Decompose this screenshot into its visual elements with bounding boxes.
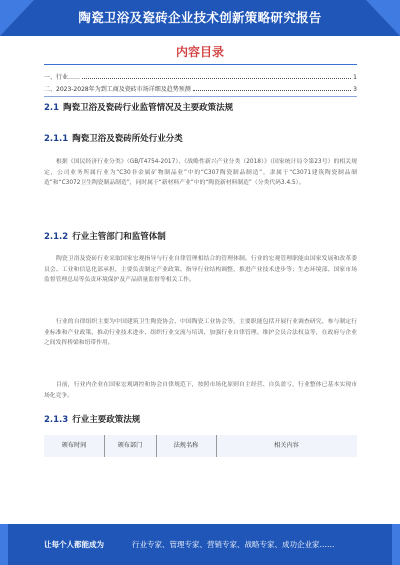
paragraph-market-status: 目前，行业内企业在国家宏观调控和协会自律规范下，按照市场化原则自主经营、自负盈亏，行业整体已基本实现市场化竞争。: [44, 382, 357, 399]
paragraph-industry-classification: 根据《国民经济行业分类》（GB/T4754-2017）、《战略性新兴产业分类（2018）》（国家统计局令第23号）的相关规定，公司业务所属行业为“C30非金属矿物制品业”中的“C307陶瓷制品制造”，隶属于“C3071建筑陶瓷制品制造”和“C3072卫生陶瓷制品制造”，同时属于“新材料产业”中的“陶瓷新材料制造”（分类代码3.4.5）。: [44, 159, 357, 186]
toc-entry-page: 1: [353, 74, 357, 81]
report-footer: [0, 524, 400, 565]
section-title: 陶瓷卫浴及瓷砖所处行业分类: [72, 134, 183, 144]
section-heading-2-1-3: [44, 413, 140, 425]
section-number: 2.1.2: [44, 232, 69, 242]
paragraph-regulatory-system: 陶瓷卫浴及瓷砖行业采取国家宏观指导与行业自律管理相结合的管理体制。行业的宏观管理职能由国家发展和改革委员会、工业和信息化部承担，主要负责制定产业政策、指导行业结构调整、推进产业技术进步等；生态环境部、国家市场监督管理总局等负责环境保护及产品质量监督等相关工作。: [44, 256, 357, 283]
column-header-department: 颁布部门: [117, 442, 143, 449]
column-header-content: 相关内容: [274, 442, 299, 449]
section-number: 2.1.3: [44, 415, 69, 425]
toc-entry-page: 3: [353, 86, 357, 93]
section-heading-2-1: [44, 101, 233, 113]
toc-heading: 内容目录: [175, 45, 224, 59]
column-header-regulation: 法规名称: [173, 442, 199, 449]
section-heading-2-1-1: [44, 132, 183, 144]
toc-divider: [44, 64, 357, 65]
report-header: [0, 0, 400, 36]
section-number: 2.1: [44, 103, 60, 113]
section-heading-2-1-2: [44, 230, 166, 242]
toc-entry-label: 一、行业……: [44, 74, 81, 81]
toc-leader: [82, 77, 351, 79]
section-number: 2.1.1: [44, 134, 69, 144]
footer-expert-list: 行业专家、管理专家、营销专家、战略专家、成功企业家……: [132, 540, 335, 549]
section-title: 陶瓷卫浴及瓷砖行业监管情况及主要政策法规: [63, 103, 234, 113]
column-header-date: 颁布时间: [61, 442, 87, 449]
section-title: 行业主管部门和监管体制: [72, 232, 166, 242]
section-title: 行业主要政策法规: [72, 415, 141, 425]
footer-slogan: 让每个人都能成为: [44, 540, 104, 549]
toc-entry-label: 二、2023-2028年为到工商及瓷砖市场详细及趋势预测: [44, 86, 191, 93]
footer-left-accent: [0, 524, 8, 565]
toc-entry[interactable]: [44, 72, 357, 81]
toc-leader: [193, 89, 351, 91]
paragraph-industry-association: 行业的自律组织主要为中国建筑卫生陶瓷协会、中国陶瓷工业协会等，主要职能包括开展行业调查研究、参与制定行业标准和产业政策、推动行业技术进步、组织行业交流与培训、加强行业自律管理、维护会员合法权益等，在政府与企业之间发挥桥梁和纽带作用。: [44, 319, 357, 346]
toc-entry[interactable]: [44, 84, 357, 93]
footer-right-accent: [392, 524, 400, 565]
toc-bottom-divider: [44, 96, 357, 97]
policy-table-header: [44, 435, 357, 457]
report-title: 陶瓷卫浴及瓷砖企业技术创新策略研究报告: [78, 10, 322, 25]
